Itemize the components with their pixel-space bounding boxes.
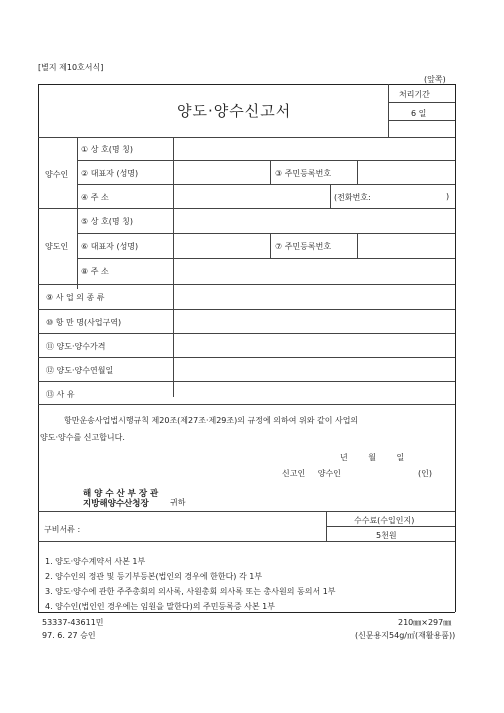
transferor-id-label: ⑦ 주민등록번호 — [275, 242, 332, 251]
id-divider-1 — [270, 160, 271, 184]
phone-divider — [330, 184, 331, 208]
document-item: 4. 양수인(법인인 경우에는 임원을 말한다)의 주민등록증 사본 1부 — [45, 602, 275, 611]
paper-spec: (신문용지54g/㎡(재활용품)) — [355, 631, 456, 640]
transfer-date-label: ⑫ 양도·양수연월일 — [46, 366, 114, 375]
transferor-rep-label: ⑥ 대표자 (성명) — [81, 242, 139, 251]
block-line — [38, 208, 455, 209]
transferee-group-label: 양수인 — [45, 170, 69, 179]
row-line — [77, 258, 455, 259]
document-item: 2. 양수인의 정관 및 등기부등본(법인의 경우에 한한다) 각 1부 — [45, 572, 263, 581]
form-top-border — [38, 84, 455, 85]
id-divider-1 — [270, 233, 271, 258]
processing-line-1 — [388, 102, 455, 103]
transferee-phone-label: (전화번호: — [334, 193, 371, 202]
fee-label: 수수료(수입인지) — [354, 516, 415, 525]
form-left-border — [38, 84, 39, 612]
label-column-divider — [173, 137, 174, 397]
row-line — [38, 357, 455, 358]
paper-size: 210㎜×297㎜ — [398, 618, 452, 627]
row-line — [77, 184, 455, 185]
transferee-phone-close: ) — [446, 192, 450, 201]
processing-period-value: 6 일 — [411, 109, 427, 118]
processing-divider — [388, 84, 389, 137]
title-bottom-line — [38, 137, 455, 138]
document-item: 1. 양도·양수계약서 사본 1부 — [45, 557, 146, 566]
row-line — [38, 381, 455, 382]
transferee-rep-label: ② 대표자 (성명) — [81, 169, 139, 178]
form-title: 양도·양수신고서 — [177, 102, 292, 120]
row-line — [38, 309, 455, 310]
row-line — [38, 333, 455, 334]
reason-label: ⑬ 사 유 — [46, 390, 75, 399]
row-line — [77, 160, 455, 161]
seal-mark: (인) — [418, 469, 432, 478]
honorific: 귀하 — [170, 498, 186, 507]
transferee-address-label: ④ 주 소 — [81, 193, 109, 202]
transferor-group-label: 양도인 — [45, 242, 69, 251]
id-divider-2 — [357, 233, 358, 258]
transfer-price-label: ⑪ 양도·양수가격 — [46, 342, 106, 351]
block-line — [38, 284, 455, 285]
transferee-name-label: ① 상 호(명 칭) — [81, 145, 133, 154]
declarant-label: 신고인 양수인 — [282, 469, 341, 478]
row-line — [38, 511, 455, 512]
form-number: [별지 제10호서식] — [38, 63, 104, 72]
approval-date: 97. 6. 27 승인 — [42, 631, 96, 640]
row-line — [38, 541, 455, 542]
transferor-name-label: ⑤ 상 호(명 칭) — [81, 217, 133, 226]
recipient-minister: 해 양 수 산 부 장 관 — [83, 489, 159, 499]
row-line — [77, 233, 455, 234]
business-type-label: ⑨ 사 업 의 종 류 — [46, 293, 105, 302]
declaration-line-2: 양도·양수를 신고합니다. — [40, 433, 125, 442]
documents-label: 구비서류 : — [44, 525, 81, 534]
form-code: 53337-43611민 — [42, 618, 104, 627]
processing-period-label: 처리기간 — [399, 90, 430, 99]
fee-line — [326, 526, 455, 527]
form-bottom-border — [38, 612, 455, 613]
recipient-regional-office: 지방해양수산청장 — [83, 499, 149, 509]
row-line — [38, 404, 455, 405]
fee-amount: 5천원 — [376, 531, 397, 540]
processing-line-2 — [388, 120, 455, 121]
page-side: (앞쪽) — [424, 75, 446, 84]
port-name-label: ⑩ 항 만 명(사업구역) — [46, 318, 122, 327]
transferor-address-label: ⑧ 주 소 — [81, 267, 109, 276]
form-right-border — [455, 84, 456, 612]
declaration-line-1: 항만운송사업법시행규칙 제20조(제27조·제29조)의 규정에 의하여 위와 같이 사업의 — [64, 416, 359, 425]
transferee-id-label: ③ 주민등록번호 — [275, 169, 332, 178]
declaration-date: 년 월 일 — [340, 453, 405, 462]
id-divider-2 — [357, 160, 358, 184]
document-item: 3. 양도·양수에 관한 주주총회의 의사록, 사원총회 의사록 또는 총사원의 동의서 1부 — [45, 587, 336, 596]
